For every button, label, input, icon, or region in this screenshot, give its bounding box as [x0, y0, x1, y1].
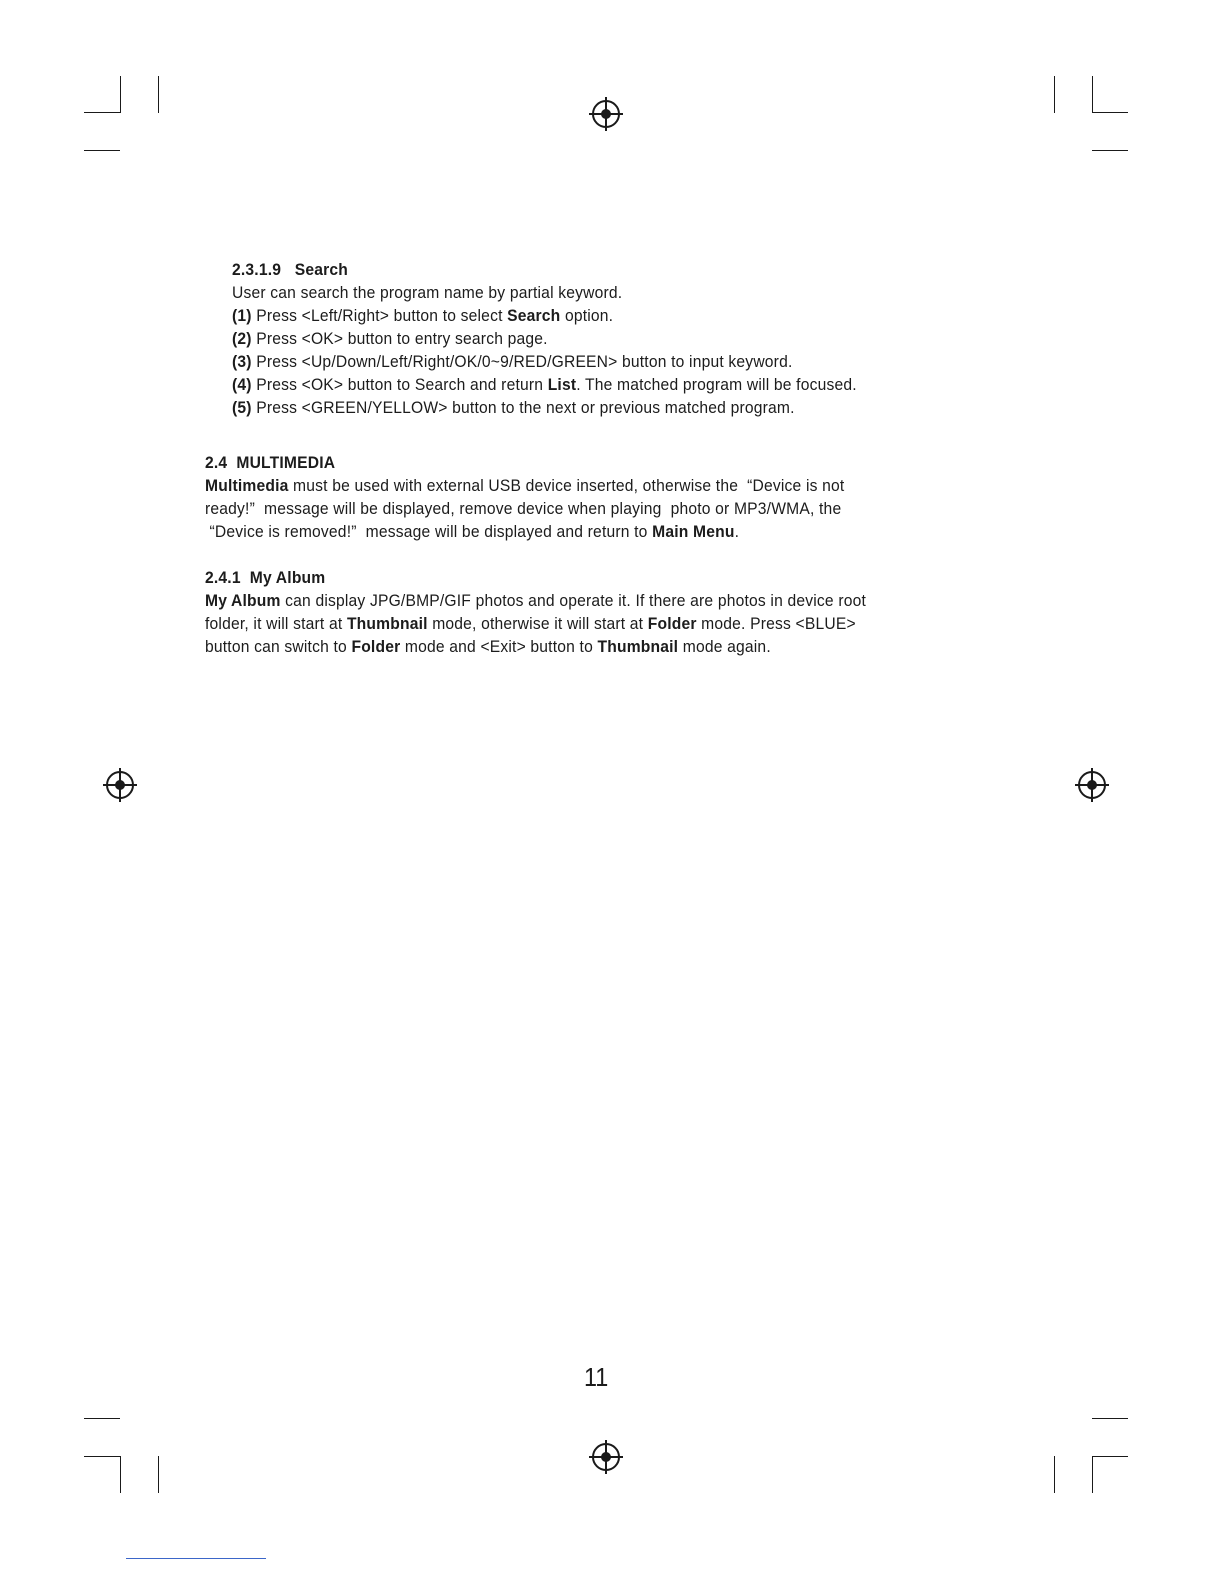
paragraph-text: folder, it will start at [205, 614, 347, 633]
step-4 [232, 373, 857, 396]
step-number: (3) [232, 352, 252, 371]
step-bold: List [547, 375, 577, 394]
term-folder: Folder [647, 614, 697, 633]
section-241-heading: 2.4.1 My Album [205, 568, 326, 587]
page-number: 11 [584, 1362, 609, 1392]
step-1 [232, 304, 613, 327]
step-number: (4) [232, 375, 252, 394]
footer-underline [126, 1558, 266, 1559]
crop-mark [1092, 112, 1128, 113]
step-3 [232, 350, 792, 373]
section-24-line-3 [205, 520, 739, 543]
step-text: Press <OK> button to Search and return [251, 375, 548, 394]
step-2 [232, 327, 548, 350]
crop-mark [158, 76, 159, 113]
crop-mark [1092, 150, 1128, 151]
crop-mark [120, 1456, 121, 1493]
term-thumbnail: Thumbnail [346, 614, 428, 633]
registration-target-icon [1075, 768, 1109, 802]
crop-mark [1092, 76, 1093, 113]
crop-mark [158, 1456, 159, 1493]
registration-target-icon [589, 1440, 623, 1474]
section-241-line-1 [205, 589, 866, 612]
paragraph-text: “Device is removed!” message will be displayed and return to [205, 522, 653, 541]
crop-mark [84, 1456, 120, 1457]
term-multimedia: Multimedia [205, 476, 289, 495]
paragraph-text: mode, otherwise it will start at [427, 614, 648, 633]
step-text-end: . The matched program will be focused. [576, 375, 857, 394]
registration-target-icon [103, 768, 137, 802]
crop-mark [120, 76, 121, 113]
step-text: Press <Left/Right> button to select [251, 306, 508, 325]
step-5 [232, 396, 795, 419]
paragraph-text: mode again. [678, 637, 771, 656]
step-number: (5) [232, 398, 252, 417]
paragraph-text: mode and <Exit> button to [400, 637, 598, 656]
paragraph-text: can display JPG/BMP/GIF photos and operate it. If there are photos in device root [280, 591, 867, 610]
section-24-heading: 2.4 MULTIMEDIA [205, 453, 336, 472]
crop-mark [84, 112, 120, 113]
section-241-line-3 [205, 635, 771, 658]
step-text-end: option. [560, 306, 614, 325]
term-folder: Folder [351, 637, 401, 656]
paragraph-text: mode. Press <BLUE> [696, 614, 856, 633]
section-2319-heading: 2.3.1.9 Search [232, 260, 348, 279]
step-text: Press <GREEN/YELLOW> button to the next or previous matched program. [251, 398, 795, 417]
crop-mark [84, 1418, 120, 1419]
crop-mark [1092, 1418, 1128, 1419]
crop-mark [1092, 1456, 1128, 1457]
paragraph-text: button can switch to [205, 637, 352, 656]
crop-mark [1092, 1456, 1093, 1493]
step-bold: Search [507, 306, 561, 325]
registration-target-icon [589, 97, 623, 131]
step-number: (2) [232, 329, 252, 348]
crop-mark [1054, 76, 1055, 113]
term-thumbnail: Thumbnail [597, 637, 679, 656]
section-2319-intro: User can search the program name by partial keyword. [232, 283, 623, 302]
crop-mark [84, 150, 120, 151]
section-24-line-2: ready!” message will be displayed, remove device when playing photo or MP3/WMA, the [205, 499, 842, 518]
term-my-album: My Album [205, 591, 281, 610]
paragraph-text: must be used with external USB device inserted, otherwise the “Device is not [288, 476, 845, 495]
section-241-line-2 [205, 612, 856, 635]
step-text: Press <OK> button to entry search page. [251, 329, 548, 348]
step-number: (1) [232, 306, 252, 325]
step-text: Press <Up/Down/Left/Right/OK/0~9/RED/GREEN> button to input keyword. [251, 352, 793, 371]
crop-mark [1054, 1456, 1055, 1493]
term-main-menu: Main Menu [652, 522, 735, 541]
paragraph-text-end: . [734, 522, 740, 541]
section-24-line-1 [205, 474, 844, 497]
